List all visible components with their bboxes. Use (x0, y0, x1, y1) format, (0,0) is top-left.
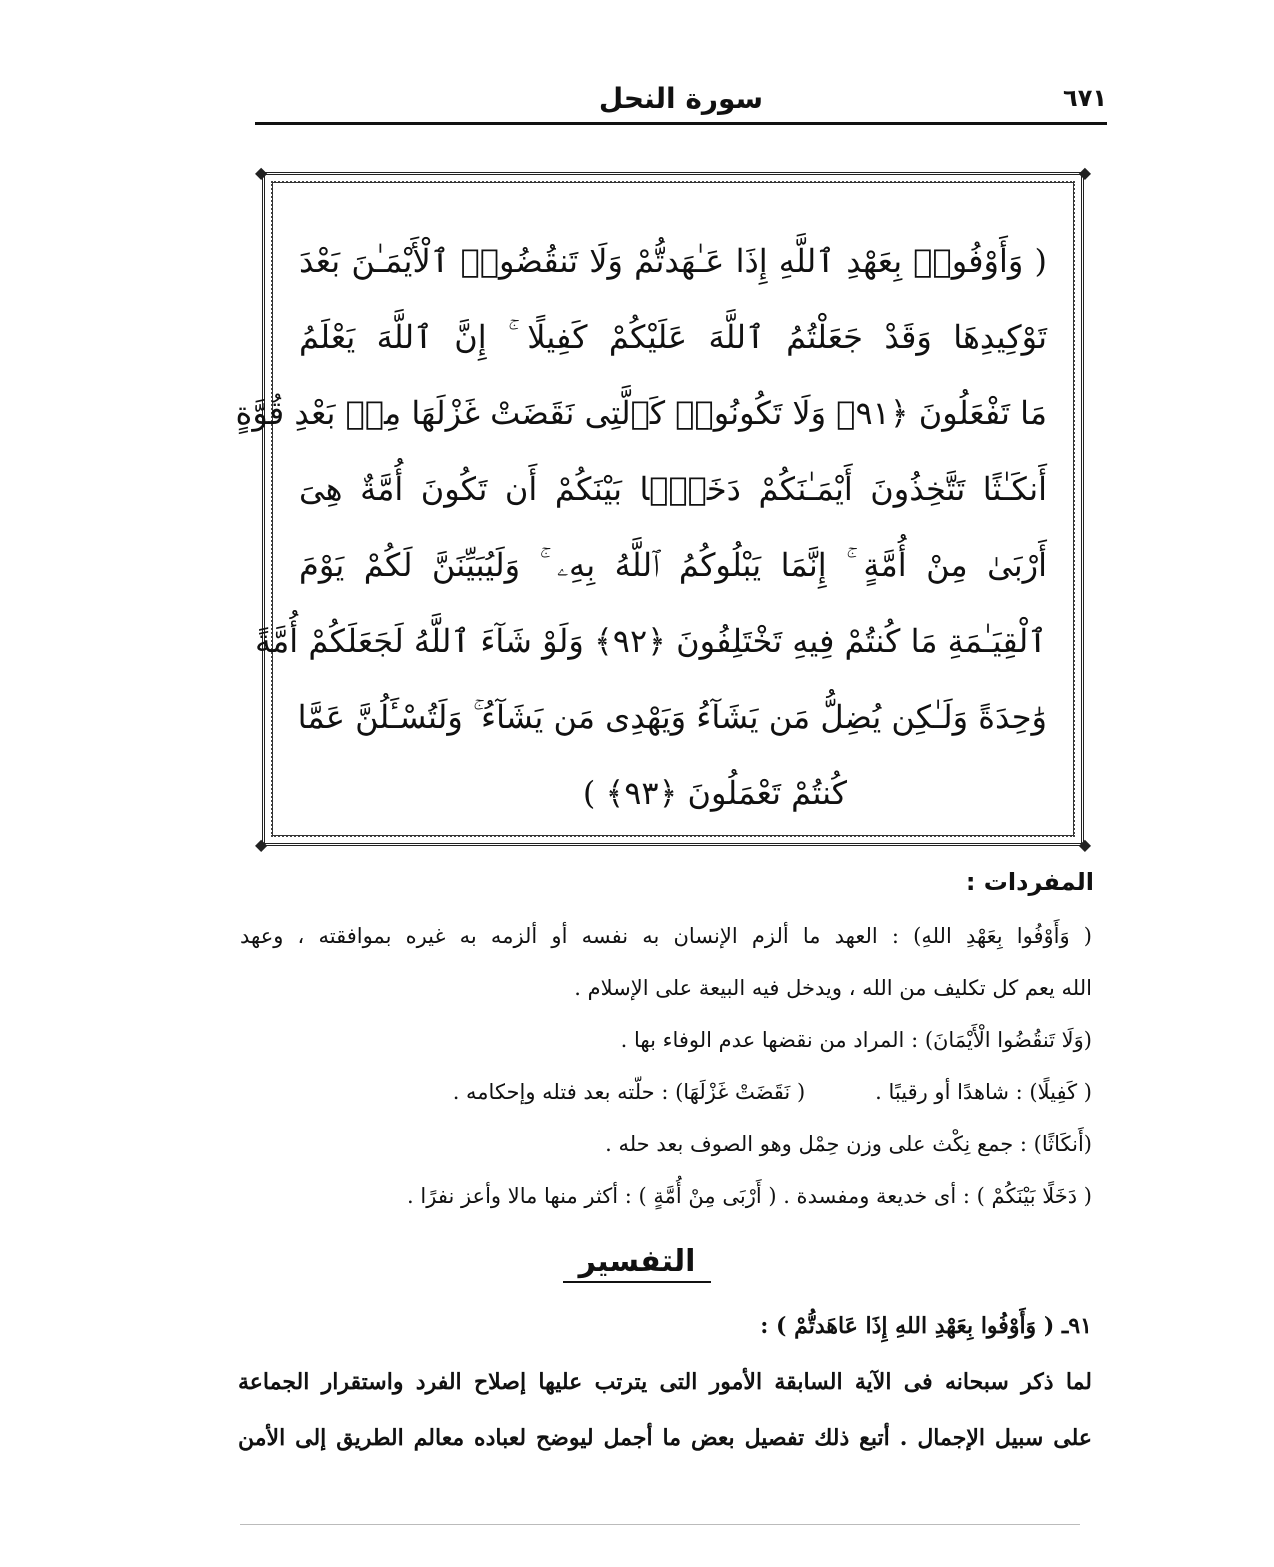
verse-line: مَا تَفْعَلُونَ ﴿٩١﴾ وَلَا تَكُونُوا۟ كَٱلَّتِى نَقَضَتْ غَزْلَهَا مِنۢ بَعْدِ قُوَّةٍ (235, 394, 1047, 432)
page-number: ٦٧١ (1063, 84, 1107, 112)
vocabulary-entry: ( نَقَضَتْ غَزْلَهَا) : حلّته بعد فتله وإحكامه . (452, 1080, 806, 1104)
vocabulary-list (240, 910, 1092, 1222)
vocabulary-line: (وَلَا تَنقُضُوا الْأَيْمَانَ) : المراد من نقضها عدم الوفاء بها . (620, 1028, 1092, 1052)
tafsir-heading (0, 1244, 1274, 1283)
tafsir-verse-reference: ٩١ـ ( وَأَوْفُوا بِعَهْدِ اللهِ إِذَا عَاهَدتُّمْ ) : (760, 1313, 1092, 1339)
verse-frame (235, 163, 1091, 854)
verse-line: أَنكَـٰثًا تَتَّخِذُونَ أَيْمَـٰنَكُمْ دَخَلًۢا بَيْنَكُمْ أَن تَكُونَ أُمَّةٌ هِىَ (299, 470, 1047, 508)
tafsir-body (238, 1298, 1092, 1466)
vocabulary-entry: ( كَفِيلًا) : شاهدًا أو رقيبًا . (875, 1080, 1092, 1104)
vocabulary-heading: المفردات : (965, 868, 1094, 896)
tafsir-heading-text: التفسير (563, 1244, 712, 1283)
vocabulary-line: ( وَأَوْفُوا بِعَهْدِ اللهِ) : العهد ما ألزم الإنسان به نفسه أو ألزمه به غيره بموافقته ، وعهد (240, 924, 1092, 948)
verse-line: ( وَأَوْفُوا۟ بِعَهْدِ ٱللَّهِ إِذَا عَـٰهَدتُّمْ وَلَا تَنقُضُوا۟ ٱلْأَيْمَـٰنَ بَعْدَ (299, 242, 1047, 280)
vocabulary-line: (أَنكَاثًا) : جمع نِكْث على وزن حِمْل وهو الصوف بعد حله . (605, 1132, 1092, 1156)
verse-line: أَرْبَىٰ مِنْ أُمَّةٍ ۚ إِنَّمَا يَبْلُوكُمُ ٱللَّهُ بِهِۦ ۚ وَلَيُبَيِّنَنَّ لَكُمْ يَوْمَ (299, 546, 1047, 584)
frame-corner-ornament: ◆ (255, 835, 268, 854)
verse-text (235, 223, 1047, 831)
tafsir-line: على سبيل الإجمال . أتبع ذلك تفصيل بعض ما أجمل ليوضح لعباده معالم الطريق إلى الأمن (238, 1425, 1092, 1451)
frame-corner-ornament: ◆ (255, 163, 268, 182)
vocabulary-line: الله يعم كل تكليف من الله ، ويدخل فيه البيعة على الإسلام . (574, 976, 1092, 1000)
verse-line: كُنتُمْ تَعْمَلُونَ ﴿٩٣﴾ ) (582, 774, 847, 812)
tafsir-line: لما ذكر سبحانه فى الآية السابقة الأمور التى يترتب عليها إصلاح الفرد واستقرار الجماعة (238, 1369, 1092, 1395)
surah-title: سورة النحل (598, 81, 764, 115)
vocabulary-line: ( دَخَلًا بَيْنَكُمْ ) : أى خديعة ومفسدة . ( أَرْبَى مِنْ أُمَّةٍ ) : أكثر منها مالا وأعز نفرًا . (407, 1184, 1092, 1208)
vocabulary-line-pair (240, 1066, 1092, 1118)
frame-corner-ornament: ◆ (1078, 163, 1091, 182)
footer-rule (240, 1524, 1080, 1525)
running-header (255, 74, 1107, 125)
verse-line: ٱلْقِيَـٰمَةِ مَا كُنتُمْ فِيهِ تَخْتَلِفُونَ ﴿٩٢﴾ وَلَوْ شَآءَ ٱللَّهُ لَجَعَلَكُمْ أُمَّةً (254, 622, 1047, 660)
verse-line: وَٰحِدَةً وَلَـٰكِن يُضِلُّ مَن يَشَآءُ وَيَهْدِى مَن يَشَآءُ ۚ وَلَتُسْـَٔلُنَّ عَمَّا (297, 698, 1047, 736)
verse-line: تَوْكِيدِهَا وَقَدْ جَعَلْتُمُ ٱللَّهَ عَلَيْكُمْ كَفِيلًا ۚ إِنَّ ٱللَّهَ يَعْلَمُ (299, 318, 1047, 356)
frame-corner-ornament: ◆ (1078, 835, 1091, 854)
